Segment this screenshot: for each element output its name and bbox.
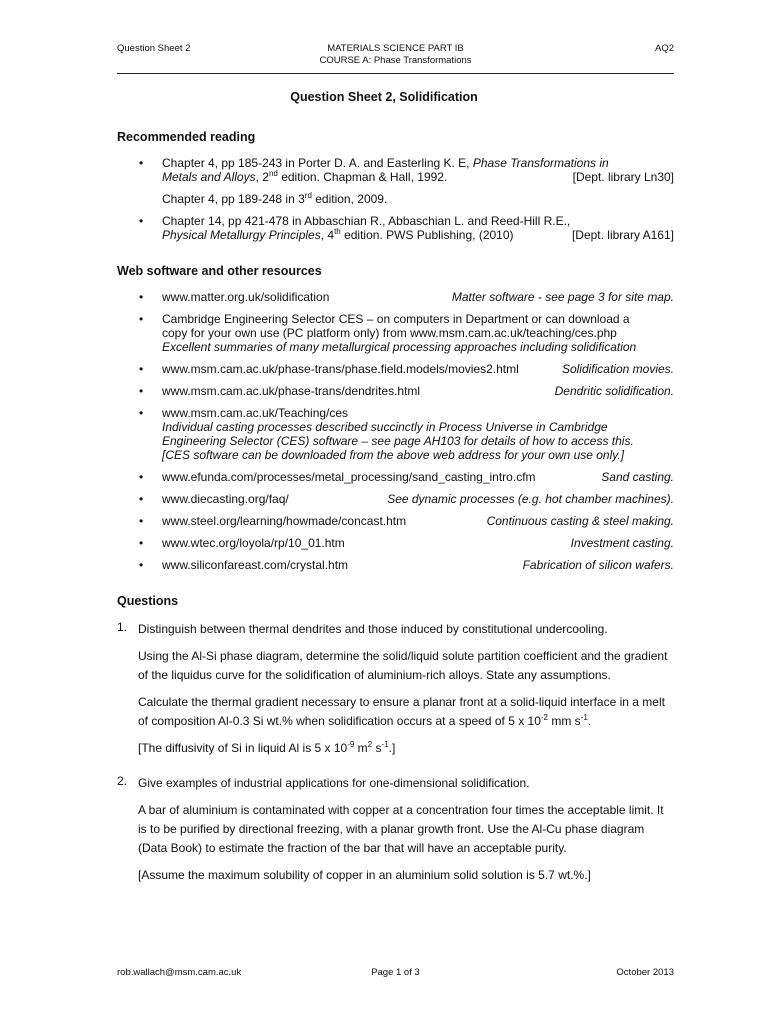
reading-list [117,156,674,242]
book-title: Physical Metallurgy Principles [162,228,321,242]
reading-text-group [162,228,514,242]
reading-item-porter-3rd [117,192,674,206]
resource-item [117,362,674,376]
footer-date: October 2013 [616,967,674,978]
reading-text: edition. PWS Publishing, (2010) [340,228,514,242]
reading-text-group [162,170,447,184]
resource-link[interactable]: • www.wtec.org/loyola/rp/10_01.htm [162,536,345,550]
library-ref: [Dept. library A161] [571,228,674,242]
resource-item [117,492,674,506]
resource-note: Individual casting processes described succinctly in Process Universe in Cambridge [162,420,608,434]
resource-note: Sand casting. [601,470,674,484]
resource-item [117,470,674,484]
question-paragraph: Give examples of industrial applications for one-dimensional solidification. [138,776,530,790]
reading-item-porter [117,156,674,184]
question-text: Calculate the thermal gradient necessary to ensure a planar front at a solid-liquid interface in a melt of composition Al-0.3 Si wt.% when solidification occurs at a speed of 5 x 10 [138,695,665,728]
questions-section [117,594,674,885]
superscript: 2 [367,740,373,749]
resource-note: Excellent summaries of many metallurgical processing approaches including solidification [162,340,637,354]
resource-item [117,558,674,572]
reading-text: Chapter 4, pp 185-243 in Porter D. A. and Easterling K. E, [162,156,473,170]
web-resources-list [117,290,674,572]
resource-text: copy for your own use (PC platform only) from www.msm.cam.ac.uk/teaching/ces.php [162,326,617,340]
question-text: .] [388,741,396,755]
resource-note: Investment casting. [570,536,674,550]
question-paragraph: [Assume the maximum solubility of copper in an aluminium solid solution is 5.7 wt.%.] [138,868,591,882]
question-paragraph: Using the Al-Si phase diagram, determine the solid/liquid solute partition coefficient and the gradient of the liquidus curve for the solidification of aluminium-rich alloys. State any assumptions. [138,649,668,682]
question-paragraph: Distinguish between thermal dendrites and those induced by constitutional undercooling. [138,622,608,636]
superscript: -1 [580,713,588,722]
reading-item-line [162,156,674,170]
header-center [117,43,674,67]
resource-item [117,312,674,354]
resource-note: Continuous casting & steel making. [486,514,674,528]
superscript: -1 [381,740,389,749]
resource-note: Matter software - see page 3 for site map. [451,290,674,304]
resource-link[interactable]: • www.msm.cam.ac.uk/Teaching/ces [162,406,349,420]
reading-item-abbaschian [117,214,674,242]
reading-item-line: • Chapter 14, pp 421-478 in Abbaschian R., Abbaschian L. and Reed-Hill R.E., [162,214,571,228]
questions-heading: Questions [117,594,179,608]
reading-text: edition. Chapman & Hall, 1992. [277,170,448,184]
resource-text: • Cambridge Engineering Selector CES – on computers in Department or can download a [162,312,630,326]
resource-link[interactable]: • www.msm.cam.ac.uk/phase-trans/dendrites.html [162,384,421,398]
reading-text: Chapter 4, pp 189-248 in 3 [162,192,305,206]
book-title: Phase Transformations in [472,156,609,170]
question-number: 1. [117,620,128,634]
reading-item-line [162,228,674,242]
question-paragraph: A bar of aluminium is contaminated with copper at a concentration four times the acceptable limit. It is to be purified by directional freezing, with a planar growth front. Use the Al-Cu phase diagram (Data Book) to estimate the fraction of the bar that will have an acceptable purity. [138,803,664,855]
header-course-title: MATERIALS SCIENCE PART IB [327,43,464,54]
reading-heading: Recommended reading [117,130,256,144]
question-paragraph [138,739,674,758]
page-title: Question Sheet 2, Solidification [290,90,478,104]
reading-item-line [162,170,674,184]
web-resources-section [117,264,674,572]
superscript: rd [304,191,312,200]
resource-link[interactable]: • www.diecasting.org/faq/ [162,492,289,506]
superscript: th [334,227,341,236]
resource-link[interactable]: • www.efunda.com/processes/metal_processing/sand_casting_intro.cfm [162,470,536,484]
reading-section [117,130,674,242]
resource-link[interactable]: • www.msm.cam.ac.uk/phase-trans/phase.field.models/movies2.html [162,362,519,376]
resource-note: Engineering Selector (CES) software – see page AH103 for details of how to access this. [162,434,634,448]
header-course-subtitle: COURSE A: Phase Transformations [319,55,472,66]
resource-item [117,406,674,462]
question-text: m [354,741,368,755]
superscript: nd [268,169,278,178]
resource-note: [CES software can be downloaded from the above web address for your own use only.] [162,448,625,462]
library-ref: [Dept. library Ln30] [572,170,674,184]
question-text: mm s [548,714,581,728]
resource-note: Solidification movies. [561,362,674,376]
web-heading: Web software and other resources [117,264,322,278]
header-left: Question Sheet 2 [117,43,191,54]
resource-link[interactable]: • www.steel.org/learning/howmade/concast.htm [162,514,407,528]
question-text: s [372,741,382,755]
resource-link[interactable]: • www.matter.org.uk/solidification [162,290,330,304]
question-text: . [587,714,592,728]
reading-text: edition, 2009. [311,192,388,206]
reading-text: , 2 [255,170,269,184]
resource-note: See dynamic processes (e.g. hot chamber machines). [387,492,674,506]
resource-item [117,514,674,528]
header-right: AQ2 [654,43,674,54]
reading-text: , 4 [320,228,335,242]
question-2 [117,774,674,885]
question-number: 2. [117,774,128,788]
resource-item [117,384,674,398]
page-number: Page 1 of 3 [371,967,420,978]
question-1 [117,620,674,758]
superscript: -2 [540,713,549,722]
book-title: Metals and Alloys [162,170,256,184]
superscript: -9 [347,740,355,749]
resource-note: Dendritic solidification. [554,384,674,398]
main-content [117,130,674,893]
footer-email[interactable]: rob.wallach@msm.cam.ac.uk [117,967,242,978]
resource-note: Fabrication of silicon wafers. [522,558,674,572]
resource-item [117,536,674,550]
page-header [117,43,674,74]
question-text: [The diffusivity of Si in liquid Al is 5 x 10 [138,741,348,755]
question-paragraph [138,693,674,731]
resource-link[interactable]: • www.siliconfareast.com/crystal.htm [162,558,349,572]
resource-item [117,290,674,304]
